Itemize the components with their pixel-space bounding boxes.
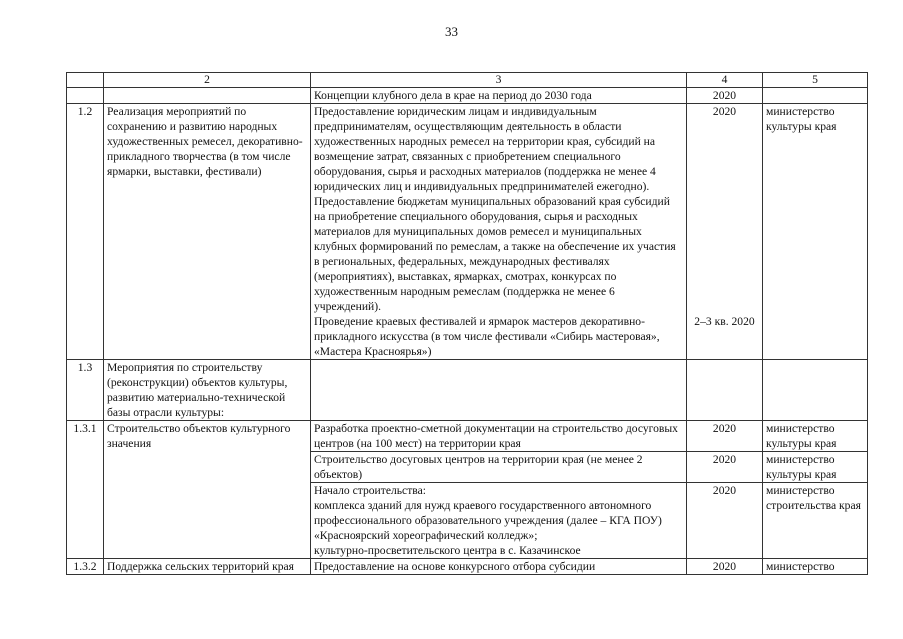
table-header-row <box>67 73 868 88</box>
row-executor: министерство <box>763 559 868 575</box>
row-term <box>687 360 763 421</box>
row-text: Разработка проектно-сметной документации на строительство досуговых центров (на 100 мест) на территории края <box>311 421 687 452</box>
row-text <box>311 104 687 360</box>
row-term: 2020 <box>687 559 763 575</box>
table-row <box>67 360 868 421</box>
row-name: Поддержка сельских территорий края <box>104 559 311 575</box>
row-executor: министерство строительства края <box>763 483 868 559</box>
paragraph: комплекса зданий для нужд краевого государственного автономного профессионального образовательного учреждения (далее – КГА ПОУ) «Красноярский хореографический колледж»; <box>314 499 662 542</box>
paragraph: Начало строительства: <box>314 484 426 497</box>
paragraph: Предоставление юридическим лицам и индивидуальным предпринимателям, осуществляющим деятельность в области художественных народных ремесел на территории края, субсидий на возмещение затрат, связанных с приобретением специального оборудования, сырья и расходных материалов (поддержка не менее 4 юридических лиц и индивидуальных предпринимателей ежегодно). <box>314 105 656 193</box>
row-text: Предоставление на основе конкурсного отбора субсидии <box>311 559 687 575</box>
program-table <box>66 72 868 575</box>
table-row <box>67 104 868 360</box>
row-executor: министерство культуры края <box>763 104 868 360</box>
row-executor: министерство культуры края <box>763 421 868 452</box>
header-col-3: 3 <box>311 73 687 88</box>
page-number: 33 <box>445 24 458 39</box>
row-text <box>311 483 687 559</box>
row-text <box>311 360 687 421</box>
row-term: 2020 <box>687 88 763 104</box>
header-col-5: 5 <box>763 73 868 88</box>
row-number: 1.3.1 <box>67 421 104 559</box>
row-term: 2020 <box>687 421 763 452</box>
row-number: 1.3.2 <box>67 559 104 575</box>
row-number <box>67 88 104 104</box>
paragraph: Проведение краевых фестивалей и ярмарок мастеров декоративно-прикладного искусства (в том числе фестивали «Сибирь мастеровая», «Мастера Красноярья») <box>314 315 660 358</box>
row-term: 2020 <box>687 483 763 559</box>
row-term <box>687 104 763 360</box>
header-col-1 <box>67 73 104 88</box>
header-col-2: 2 <box>104 73 311 88</box>
table-row <box>67 559 868 575</box>
row-executor: министерство культуры края <box>763 452 868 483</box>
row-text: Строительство досуговых центров на территории края (не менее 2 объектов) <box>311 452 687 483</box>
table-row <box>67 421 868 452</box>
header-col-4: 4 <box>687 73 763 88</box>
paragraph: Предоставление бюджетам муниципальных образований края субсидий на приобретение специального оборудования, сырья и расходных материалов для муниципальных домов ремесел и муниципальных клубных формирований по ремеслам, а также на обеспечение их участия в региональных, федеральных, международных фестивалях (мероприятиях), выставках, ярмарках, смотрах, конкурсах по художественным народным ремеслам (поддержка не менее 6 учреждений). <box>314 195 676 313</box>
row-name <box>104 88 311 104</box>
table-row <box>67 88 868 104</box>
row-number: 1.2 <box>67 104 104 360</box>
row-executor <box>763 360 868 421</box>
term-value: 2–3 кв. 2020 <box>694 315 755 328</box>
row-number: 1.3 <box>67 360 104 421</box>
paragraph: культурно-просветительского центра в с. Казачинское <box>314 544 581 557</box>
row-name: Реализация мероприятий по сохранению и развитию народных художественных ремесел, декоративно-прикладного творчества (в том числе ярмарки, выставки, фестивали) <box>104 104 311 360</box>
row-name: Мероприятия по строительству (реконструкции) объектов культуры, развитию материально-технической базы отрасли культуры: <box>104 360 311 421</box>
row-name: Строительство объектов культурного значения <box>104 421 311 559</box>
row-executor <box>763 88 868 104</box>
term-value: 2020 <box>712 105 737 118</box>
row-term: 2020 <box>687 452 763 483</box>
row-text: Концепции клубного дела в крае на период до 2030 года <box>311 88 687 104</box>
